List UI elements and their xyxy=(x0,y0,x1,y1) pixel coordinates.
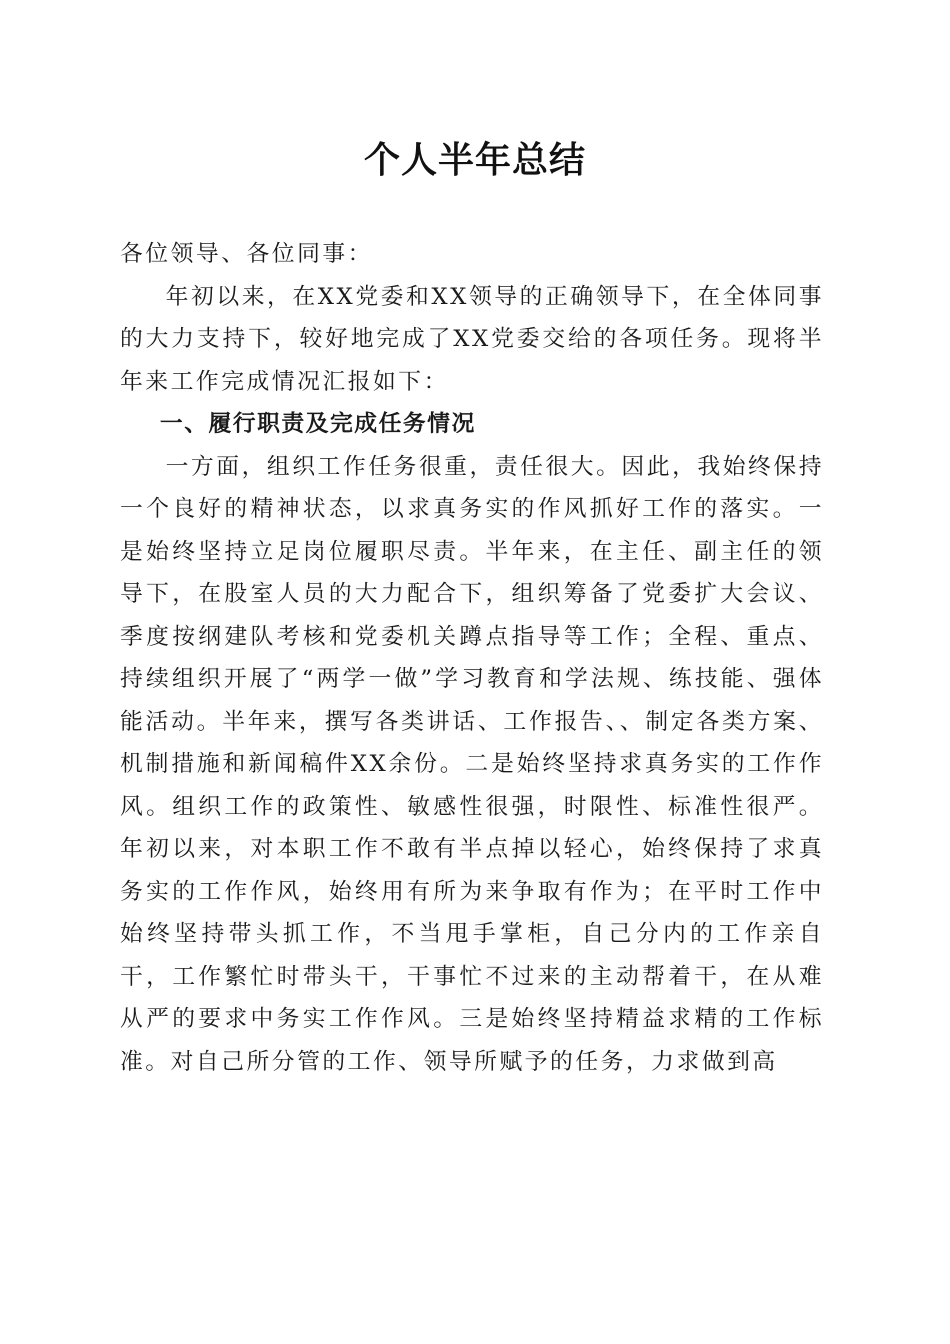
salutation: 各位领导、各位同事： xyxy=(120,241,373,267)
section-paragraph: 一方面，组织工作任务很重，责任很大。因此，我始终保持一个良好的精神状态，以求真务实的作风抓好工作的落实。一是始终坚持立足岗位履职尽责。半年来，在主任、副主任的领导下，在股室人员的大力配合下，组织筹备了党委扩大会议、季度按纲建队考核和党委机关蹲点指导等工作；全程、重点、持续组织开展了“两学一做”学习教育和学法规、练技能、强体能活动。半年来，撰写各类讲话、工作报告、、制定各类方案、机制措施和新闻稿件XX余份。二是始终坚持求真务实的工作作风。组织工作的政策性、敏感性很强，时限性、标准性很严。年初以来，对本职工作不敢有半点掉以轻心，始终保持了求真务实的工作作风，始终用有所为来争取有作为；在平时工作中始终坚持带头抓工作，不当甩手掌柜，自己分内的工作亲自干，工作繁忙时带头干，干事忙不过来的主动帮着干，在从难从严的要求中务实工作作风。三是始终坚持精益求精的工作标准。对自己所分管的工作、领导所赋予的任务，力求做到高 xyxy=(120,453,824,1075)
intro-paragraph: 年初以来，在XX党委和XX领导的正确领导下，在全体同事的大力支持下，较好地完成了XX党委交给的各项任务。现将半年来工作完成情况汇报如下： xyxy=(120,283,824,395)
document-title: 个人半年总结 xyxy=(363,139,586,181)
document-body xyxy=(120,233,824,1083)
section-heading: 一、履行职责及完成任务情况 xyxy=(159,411,476,437)
